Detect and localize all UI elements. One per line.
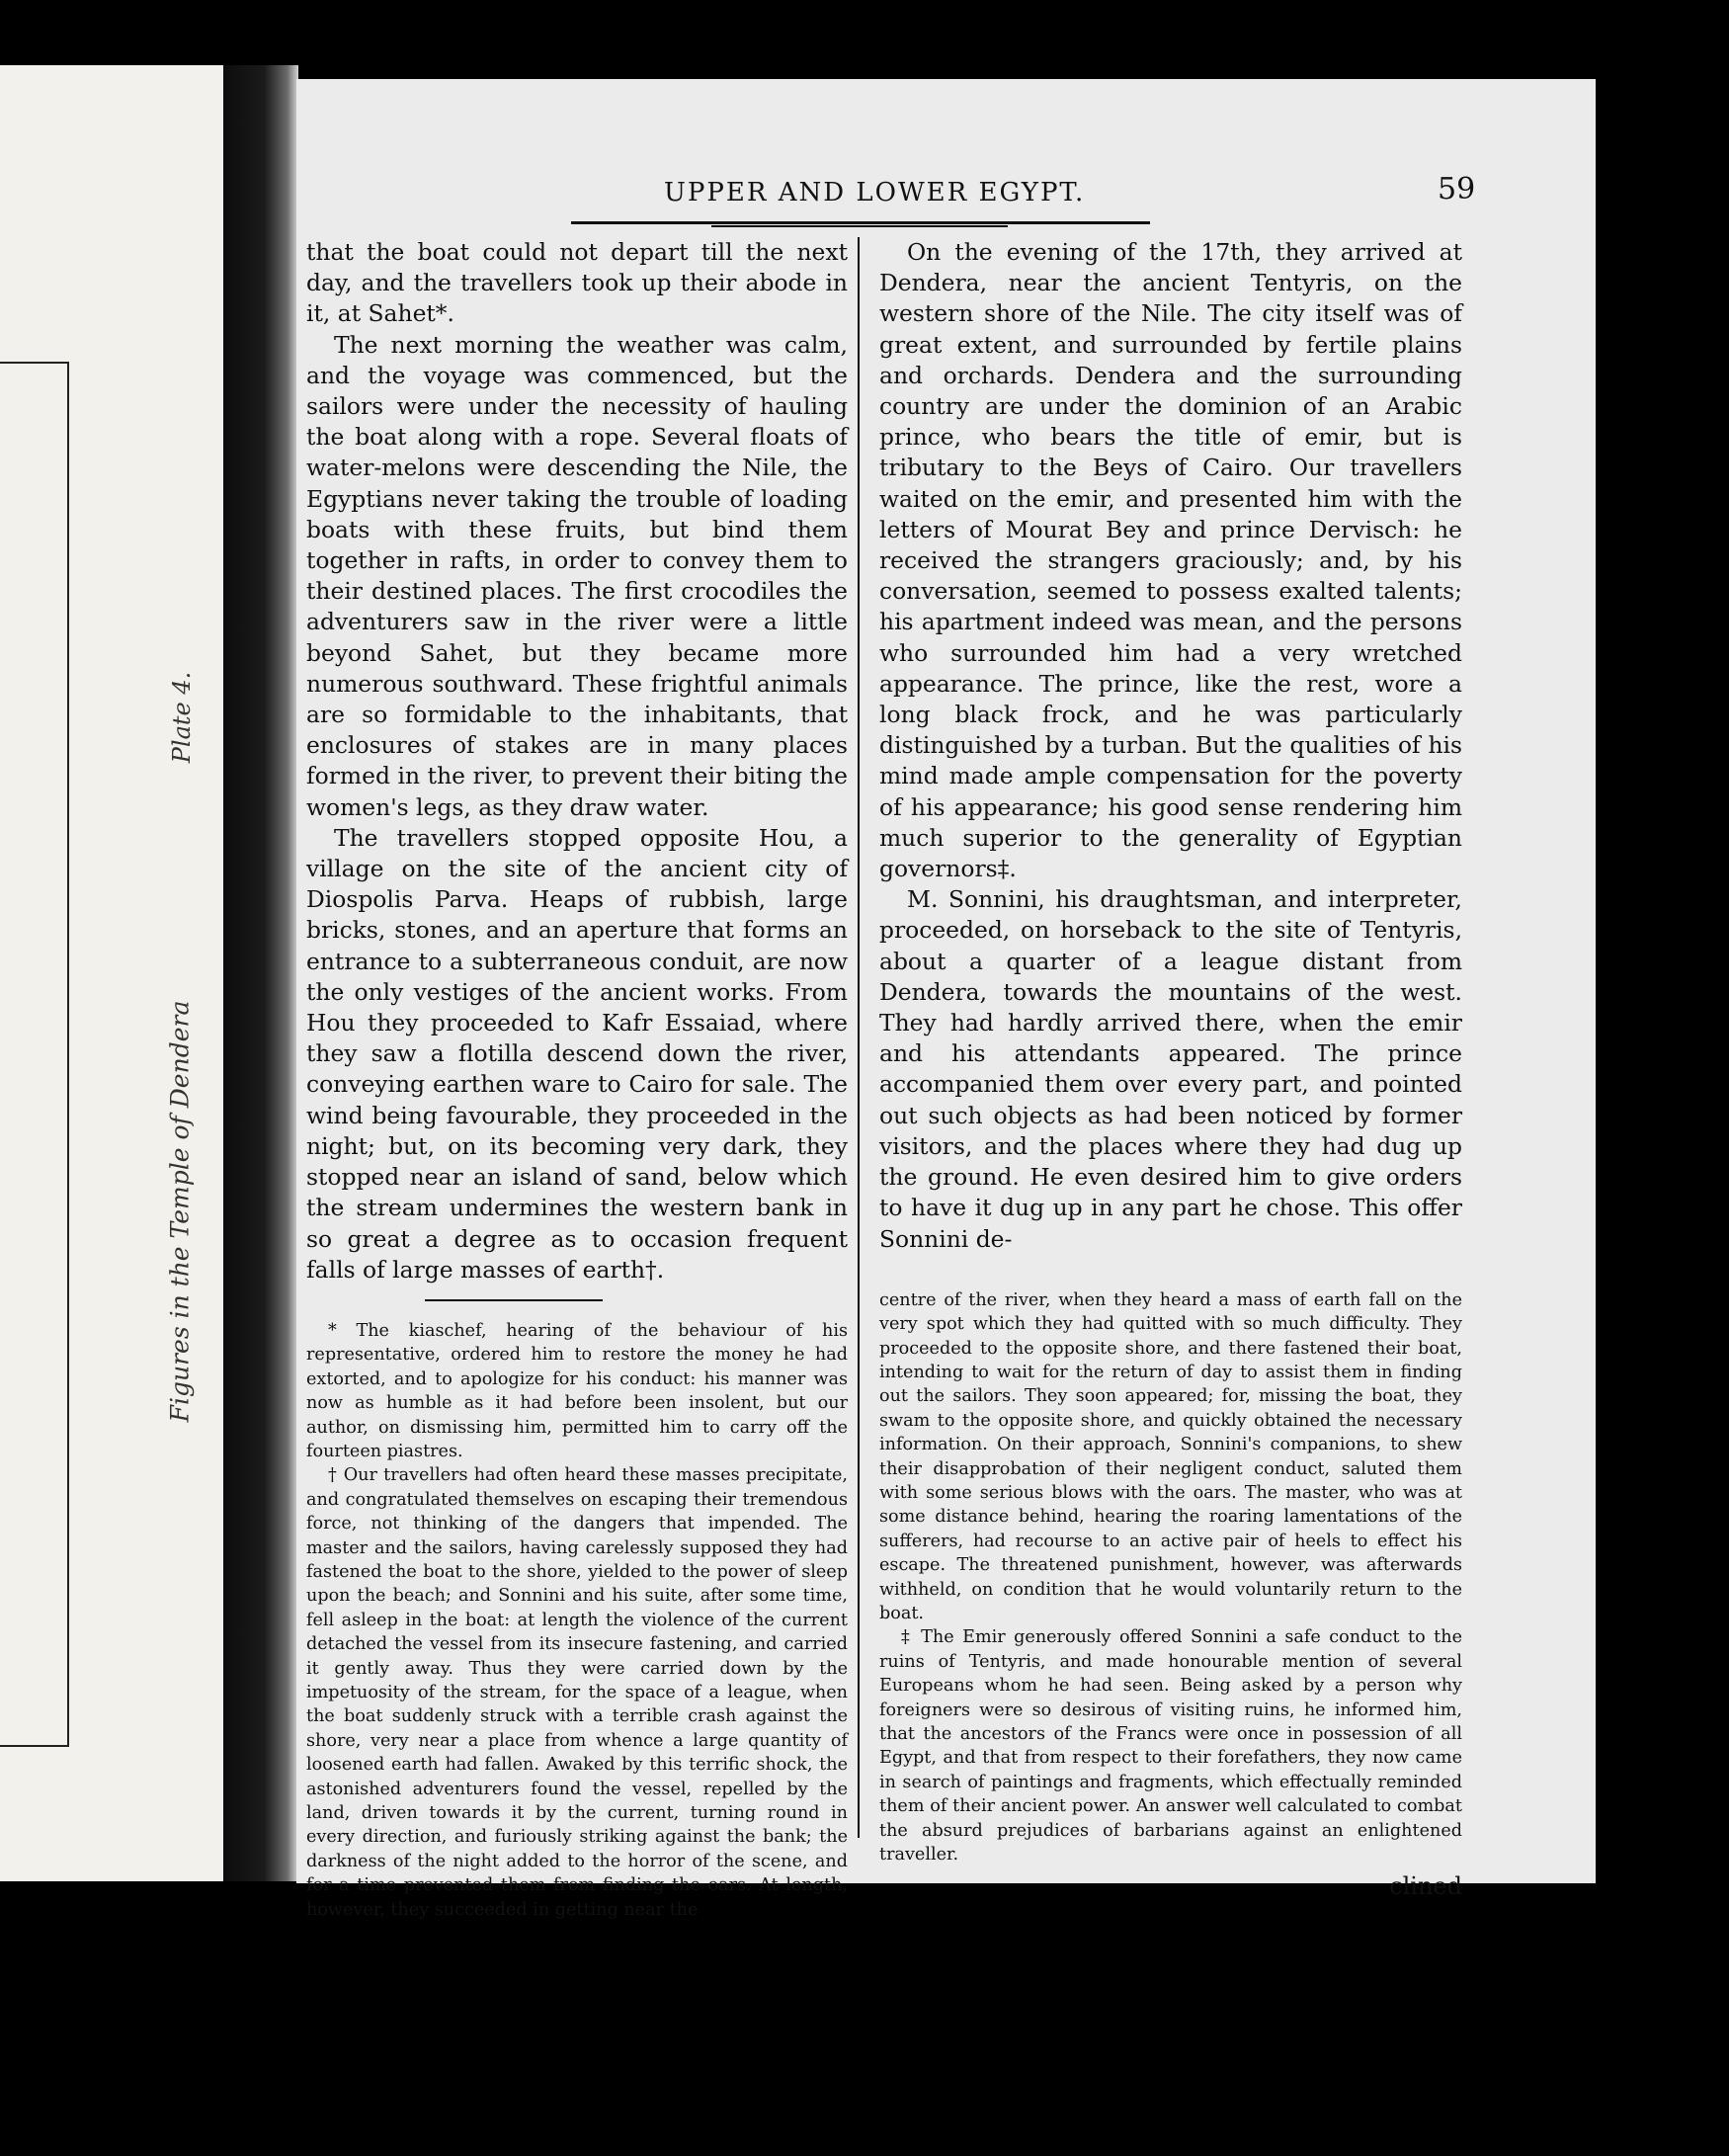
paragraph: The next morning the weather was calm, and the voyage was commenced, but the sailors were under the necessity of hauling the boat along with a rope. Several floats of water-melons were descending the Nile, the Egyptians never taking the trouble of loading boats with these fruits, but bind them together in rafts, in order to convey them to their destined places. The first crocodiles the adventurers saw in the river were a little beyond Sahet, but they became more numerous southward. These frightful animals are so formidable to the inhabitants, that enclosures of stakes are in many places formed in the river, to prevent their biting the women's legs, as they draw water. xyxy=(306,330,848,821)
right-column xyxy=(879,237,1462,1900)
book-gutter xyxy=(223,65,298,1881)
page-number: 59 xyxy=(1438,172,1476,207)
footnote: * The kiaschef, hearing of the behaviour of his representative, ordered him to restore the money he had extorted, and to apologize for his conduct: his manner was now as humble as it had before been insolent, but our author, on dismissing him, permitted him to carry off the fourteen piastres. xyxy=(306,1320,848,1461)
footnote-rule xyxy=(425,1299,603,1301)
footnote-continued: centre of the river, when they heard a mass of earth fall on the very spot which they had quitted with so much difficulty. They proceeded to the opposite shore, and there fastened their boat, intending to wait for the return of day to assist them in finding out the sailors. They soon appeared; for, missing the boat, they swam to the opposite shore, and quickly obtained the necessary information. On their approach, Sonnini's companions, to shew their disapprobation of their negligent conduct, saluted them with some serious blows with the oars. The master, who was at some distance behind, hearing the roaring lamentations of the sufferers, had recourse to an active pair of heels to effect his escape. The threatened punishment, however, was afterwards withheld, on condition that he would voluntarily return to the boat. xyxy=(879,1289,1462,1623)
right-body-text xyxy=(879,237,1462,1255)
paragraph: that the boat could not depart till the next day, and the travellers took up their abode in it, at Sahet*. xyxy=(306,238,848,328)
plate-caption: Figures in the Temple of Dendera xyxy=(165,1000,195,1423)
left-column xyxy=(306,237,848,1922)
plate-number: Plate 4. xyxy=(168,671,196,764)
left-footnotes xyxy=(306,1319,848,1922)
catchword: clined xyxy=(1389,1872,1462,1901)
running-head: UPPER AND LOWER EGYPT. xyxy=(664,178,1086,207)
paragraph: On the evening of the 17th, they arrived at Dendera, near the ancient Tentyris, on the western shore of the Nile. The city itself was of great extent, and surrounded by fertile plains and orchards. Dendera and the surrounding country are under the dominion of an Arabic prince, who bears the title of emir, but is tributary to the Beys of Cairo. Our travellers waited on the emir, and presented him with the letters of Mourat Bey and prince Dervisch: he received the strangers graciously; and, by his conversation, seemed to possess exalted talents; his apartment indeed was mean, and the persons who surrounded him had a very wretched appearance. The prince, like the rest, wore a long black frock, and he was particularly distinguished by a turban. But the qualities of his mind made ample compensation for the poverty of his appearance; his good sense rendering him much superior to the generality of Egyptian governors‡. xyxy=(879,238,1462,883)
footnote: ‡ The Emir generously offered Sonnini a safe conduct to the ruins of Tentyris, and made honourable mention of several Europeans whom he had seen. Being asked by a person why foreigners were so desirous of visiting ruins, he informed him, that the ancestors of the Francs were once in possession of all Egypt, and that from respect to their forefathers, they now came in search of paintings and fragments, which effectually reminded them of their ancient power. An answer well calculated to combat the absurd prejudices of barbarians against an enlightened traveller. xyxy=(879,1627,1462,1866)
header-rule xyxy=(296,219,1596,227)
book-page xyxy=(296,79,1596,1920)
page-header xyxy=(296,172,1596,217)
left-body-text xyxy=(306,237,848,1285)
plate-frame xyxy=(0,362,69,1747)
paragraph: M. Sonnini, his draughtsman, and interpreter, proceeded, on horseback to the site of Tentyris, about a quarter of a league distant from Dendera, towards the mountains of the west. They had hardly arrived there, when the emir and his attendants appeared. The prince accompanied them over every part, and pointed out such objects as had been noticed by former visitors, and the places where they had dug up the ground. He even desired him to give orders to have it dug up in any part he chose. This offer Sonnini de- xyxy=(879,885,1462,1253)
facing-page xyxy=(0,65,225,1881)
paragraph: The travellers stopped opposite Hou, a village on the site of the ancient city of Diospolis Parva. Heaps of rubbish, large bricks, stones, and an aperture that forms an entrance to a subterraneous conduit, are now the only vestiges of the ancient works. From Hou they proceeded to Kafr Essaiad, where they saw a flotilla descend down the river, conveying earthen ware to Cairo for sale. The wind being favourable, they proceeded in the night; but, on its becoming very dark, they stopped near an island of sand, below which the stream undermines the western bank in so great a degree as to occasion frequent falls of large masses of earth†. xyxy=(306,823,848,1284)
column-rule xyxy=(858,237,860,1838)
right-footnotes xyxy=(879,1288,1462,1867)
footnote: † Our travellers had often heard these masses precipitate, and congratulated themselves on escaping their tremendous force, not thinking of the dangers that impended. The master and the sailors, having carelessly supposed they had fastened the boat to the shore, yielded to the power of sleep upon the beach; and Sonnini and his suite, after some time, fell asleep in the boat: at length the violence of the current detached the vessel from its insecure fastening, and carried it gently away. Thus they were carried down by the impetuosity of the stream, for the space of a league, when the boat suddenly struck with a terrible crash against the shore, very near a place from whence a large quantity of loosened earth had fallen. Awaked by this terrific shock, the astonished adventurers found the vessel, repelled by the land, driven towards it by the current, turning round in every direction, and furiously striking against the bank; the darkness of the night added to the horror of the scene, and for a time prevented them from finding the oars. At length, however, they succeeded in getting near the xyxy=(306,1465,848,1920)
